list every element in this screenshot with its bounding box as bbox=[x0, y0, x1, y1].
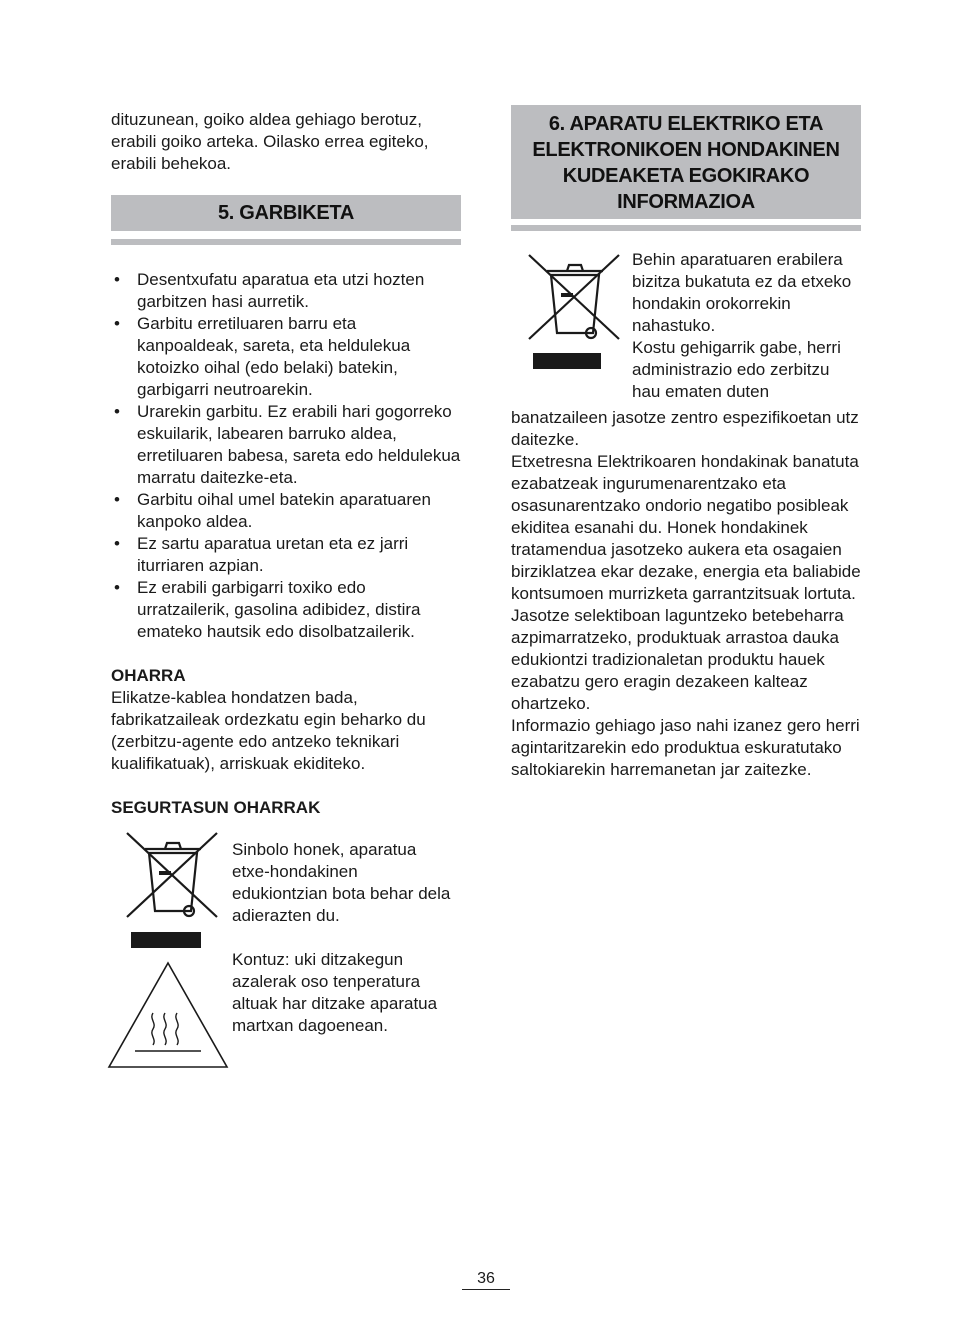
list-item: • Ez sartu aparatua uretan eta ez jarri iturriaren azpian. bbox=[111, 533, 461, 577]
hot-surface-text: Kontuz: uki ditzakegun azalerak oso tenperatura altuak har ditzake aparatua martxan dagoenean. bbox=[232, 950, 438, 1035]
cost-text: Kostu gehigarrik gabe, herri administrazio edo zerbitzu hau ematen duten bbox=[632, 338, 841, 401]
list-item: • Desentxufatu aparatua eta utzi hozten garbitzen hasi aurretik. bbox=[111, 269, 461, 313]
page-number: 36 bbox=[462, 1269, 510, 1290]
list-item: • Garbitu oihal umel batekin aparatuaren kanpoko aldea. bbox=[111, 489, 461, 533]
weee-text: Behin aparatuaren erabilera bizitza bukatuta ez da etxeko hondakin orokorrekin nahastuko. bbox=[632, 250, 852, 335]
section-title-weee: 6. APARATU ELEKTRIKO ETA ELEKTRONIKOEN HONDAKINEN KUDEAKETA EGOKIRAKO INFORMAZIOA bbox=[511, 105, 861, 219]
crossed-out-wheelie-bin-icon bbox=[123, 831, 223, 951]
safety-icons bbox=[111, 829, 461, 1079]
bin-symbol-text: Sinbolo honek, aparatua etxe-hondakinen edukiontzian bota behar dela adierazten du. bbox=[232, 840, 451, 925]
list-item: • Garbitu erretiluaren barru eta kanpoaldeak, sareta, eta heldulekua kotoizko oihal (edo belaki) batekin, garbigarri neutroarekin. bbox=[111, 313, 461, 401]
crossed-out-wheelie-bin-icon bbox=[525, 253, 625, 373]
note-text: Elikatze-kablea hondatzen bada, fabrikatzaileak ordezkatu egin beharko du (zerbitzu-agente edo antzeko teknikari kualifikatuak), arriskuak ekiditeko. bbox=[111, 688, 426, 773]
section-divider bbox=[111, 239, 461, 245]
section-divider bbox=[511, 225, 861, 231]
weee-block bbox=[511, 249, 861, 407]
list-item: • Ez erabili garbigarri toxiko edo urratzailerik, gasolina adibidez, distira emateko hautsik edo disolbatzailerik. bbox=[111, 577, 461, 643]
list-item: • Urarekin garbitu. Ez erabili hari gogorreko eskuilarik, labearen barruko aldea, erretiluaren babesa, sareta edo heldulekua marratu daitezke-eta. bbox=[111, 401, 461, 489]
body-paragraph-2: Etxetresna Elektrikoaren hondakinak banatuta ezabatzeak ingurumenarentzako eta osasunarentzako ondorio negatibo posibleak ekiditea esanahi du. Honek hondakinek tratamendua jasotzeko aukera eta osagaien birziklatzea ekar dezake, energia eta baliabide kontsumoen murrizketa garrantzitsuak lortuta. Jasotze selektiboan laguntzeko betebeharra azpimarratzeko, produktuak arrastoa dauka edukiontzi tradizionaletan produktu hauek ezabatzu gero eragin dezakeen kalteaz ohartzeko. bbox=[511, 452, 861, 713]
left-column bbox=[111, 109, 461, 1079]
intro-paragraph: dituzunean, goiko aldea gehiago berotuz, erabili goiko arteka. Oilasko errea egiteko, erabili behekoa. bbox=[111, 110, 429, 173]
section-title-cleaning: 5. GARBIKETA bbox=[111, 195, 461, 231]
safety-title: SEGURTASUN OHARRAK bbox=[111, 798, 321, 817]
cleaning-list bbox=[111, 269, 461, 643]
hot-surface-warning-icon bbox=[105, 959, 231, 1071]
body-paragraph-3: Informazio gehiago jaso nahi izanez gero herri agintaritzarekin edo produktua eskuratutako saltokiarekin harremanetan jar zaitezke. bbox=[511, 716, 860, 779]
note-title: OHARRA bbox=[111, 666, 186, 685]
right-column bbox=[511, 105, 861, 781]
body-paragraph-1: banatzaileen jasotze zentro espezifikoetan utz daitezke. bbox=[511, 408, 859, 449]
